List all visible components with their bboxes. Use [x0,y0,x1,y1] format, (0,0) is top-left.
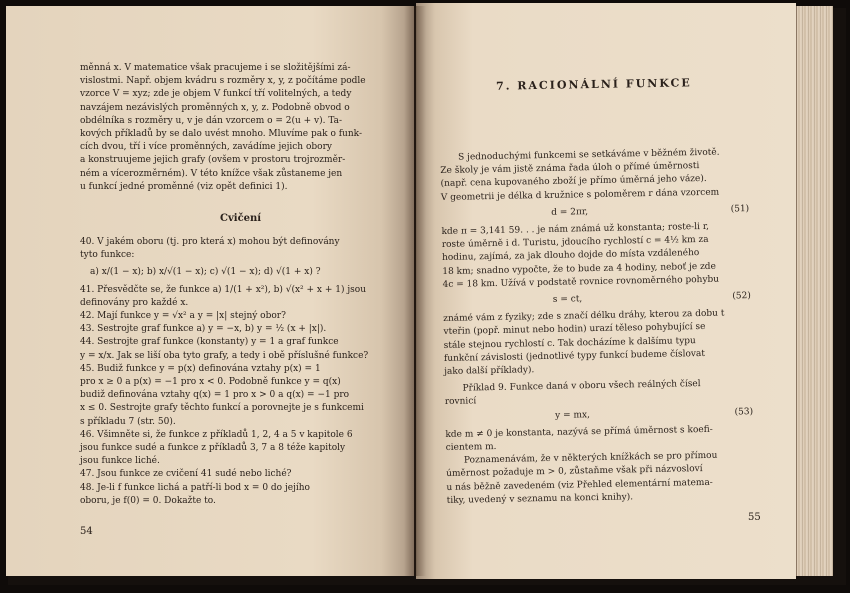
equation-number: (53) [734,406,754,418]
text-line: 4c = 18 km. Užívá v podstatě rovnice rovnoměrného pohybu [442,274,720,290]
exercise-line: 45. Budiž funkce y = p(x) definována vztahy p(x) = 1 [80,363,321,374]
book-spine [404,6,426,576]
text-line: 18 km; snadno vypočte, že to bude za 4 hodiny, neboť je zde [442,261,716,277]
exercise-line: pro x ≥ 0 a p(x) = −1 pro x < 0. Podobně funkce y = q(x) [80,377,341,388]
right-page-body [440,146,757,508]
text-line: vzorce V = xyz; zde je objem V funkcí tří volitelných, a tedy [80,89,352,100]
text-line: (např. cena kupovaného zboží je přímo úměrná jeho váze). [440,174,707,190]
text-line: u funkcí jedné proměnné (viz opět definici 1). [80,181,288,192]
exercise-line: y = x/x. Jak se liší oba tyto grafy, a tedy i obě příslušné funkce? [80,350,369,361]
equation-formula: s = ct, [552,294,583,305]
exercise-line: oboru, je f(0) = 0. Dokažte to. [80,495,216,506]
exercise-line: 48. Je-li f funkce lichá a patří-li bod x = 0 do jejího [80,482,310,493]
text-line: cientem m. [445,442,497,454]
exercises-list [80,236,390,508]
exercise-line: 41. Přesvědčte se, že funkce a) 1/(1 + x²), b) √(x² + x + 1) jsou [80,284,366,295]
text-line: a konstruujeme jejich grafy (ovšem v prostoru trojrozměr- [80,155,346,166]
page-number-left: 54 [80,526,93,537]
chapter-title: 7. RACIONÁLNÍ FUNKCE [495,76,692,93]
exercise-line: x ≤ 0. Sestrojte grafy těchto funkcí a porovnejte je s funkcemi [80,403,364,414]
exercise-line: jsou funkce liché. [80,456,160,467]
exercise-line: tyto funkce: [80,250,135,261]
text-line: měnná x. V matematice však pracujeme i se složitějšími zá- [80,63,351,73]
exercises-heading: Cvičení [220,213,262,224]
text-line: známé vám z fyziky; zde s značí délku dráhy, kterou za dobu t [443,308,725,325]
exercise-line: budiž definována vztahy q(x) = 1 pro x > 0 a q(x) = −1 pro [80,390,350,401]
equation-52 [443,290,753,309]
exercise-line: 44. Sestrojte graf funkce (konstanty) y = 1 a graf funkce [80,337,339,348]
exercise-line: definovány pro každé x. [80,297,189,308]
equation-number: (52) [732,291,751,302]
page-edges [796,6,833,576]
exercise-line: 42. Mají funkce y = √x² a y = |x| stejný obor? [80,311,286,322]
text-line: ném a vícerozměrném). V této knížce však zůstaneme jen [80,168,343,179]
exercise-line: 46. Všimněte si, že funkce z příkladů 1, 2, 4 a 5 v kapitole 6 [80,429,353,440]
equation-51 [441,203,751,222]
exercise-line: jsou funkce sudé a funkce z příkladů 3, 7 a 8 téže kapitoly [80,443,346,454]
exercise-line: s příkladu 7 (str. 50). [80,416,176,427]
text-line: u nás běžně zavedeném (viz Přehled elementární matema- [446,477,713,493]
text-line: hodinu, zajímá, za jak dlouho dojde do místa vzdáleného [441,248,700,264]
equation-number: (51) [730,203,750,215]
text-line: rovnicí [444,396,477,408]
text-line: roste úměrně i d. Turistu, jdoucího rychlostí c = 4½ km za [441,235,709,251]
text-line: funkční závislosti (jednotlivé typy funkcí budeme číslovat [443,348,706,364]
text-line: S jednoduchými funkcemi se setkáváme v běžném životě. [458,147,720,163]
text-line: kových příkladů by se dalo uvést mnoho. Mluvíme pak o funk- [80,129,362,140]
page-number-right: 55 [748,512,761,523]
text-line: jako další příklady). [444,365,535,378]
exercise-line: a) x/(1 − x); b) x/√(1 − x); c) √(1 − x); d) √(1 + x) ? [90,267,321,278]
text-line: V geometrii je délka d kružnice s poloměrem r dána vzorcem [440,187,720,203]
equation-formula: y = mx, [554,409,590,421]
text-line: kde π = 3,141 59. . . je nám známá už konstanta; roste-li r, [441,221,710,237]
text-line: tiky, uvedený v seznamu na konci knihy). [446,492,634,506]
text-line: navzájem nezávislých proměnných x, y, z. Podobně obvod o [80,102,350,113]
text-line: úměrnost požaduje m > 0, zůstaňme však při názvosloví [446,464,703,480]
exercise-line: 47. Jsou funkce ze cvičení 41 sudé nebo liché? [80,469,292,480]
text-line: cích dvou, tří i více proměnných, zavádíme jejich obory [80,142,332,153]
text-line: Příklad 9. Funkce daná v oboru všech reálných čísel [462,379,701,394]
text-line: Poznamenávám, že v některých knížkách se pro přímou [463,450,718,466]
text-line: Ze školy je vám jistě známa řada úloh o přímé úměrnosti [440,161,700,177]
text-line: stále stejnou rychlostí c. Tak docházíme k dalšímu typu [443,335,696,351]
text-line: vteřin (popř. minut nebo hodin) urazí těleso pohybující se [443,322,706,338]
equation-formula: d = 2πr, [551,206,589,218]
exercise-line: 40. V jakém oboru (tj. pro která x) mohou být definovány [80,237,340,247]
text-line: kde m ≠ 0 je konstanta, nazývá se přímá úměrnost s koefi- [445,424,713,440]
text-line: obdélníka s rozměry u, v je dán vzorcem o = 2(u + v). Ta- [80,115,343,126]
left-intro-paragraph [80,62,390,194]
exercise-line: 43. Sestrojte graf funkce a) y = −x, b) y = ½ (x + |x|). [80,324,327,335]
text-line: vislostmi. Např. objem kvádru s rozměry x, y, z počítáme podle [80,76,366,87]
